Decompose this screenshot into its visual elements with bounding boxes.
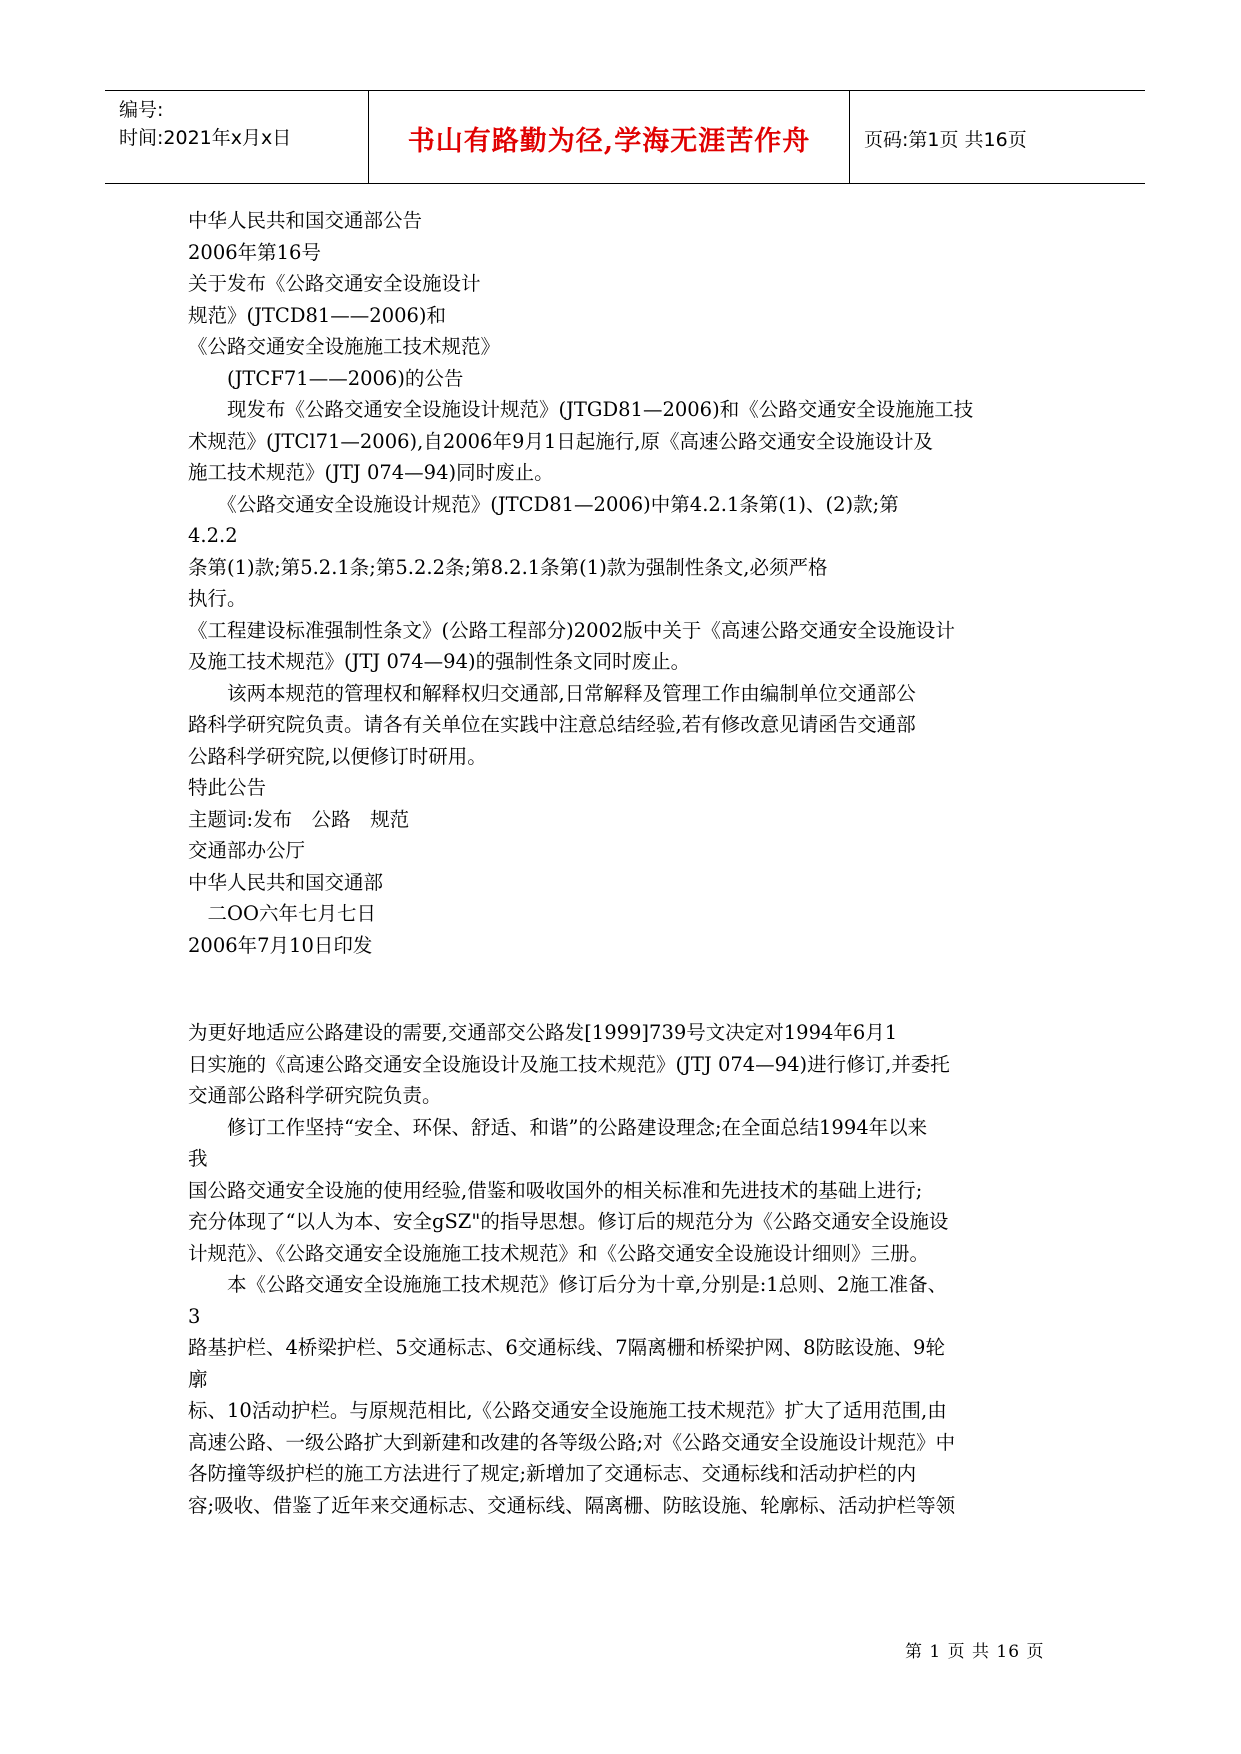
announcement-block <box>188 205 1068 961</box>
text-line: 规范》(JTCD81——2006)和 <box>188 303 447 327</box>
text-line: 特此公告 <box>188 776 267 799</box>
text-line: 该两本规范的管理权和解释权归交通部,日常解释及管理工作由编制单位交通部公 <box>188 681 916 705</box>
text-line: 中华人民共和国交通部 <box>188 870 384 894</box>
text-line: 高速公路、一级公路扩大到新建和改建的各等级公路;对《公路交通安全设施设计规范》中 <box>188 1430 956 1454</box>
document-number-label: 编号: <box>119 99 164 121</box>
text-line: 容;吸收、借鉴了近年来交通标志、交通标线、隔离栅、防眩设施、轮廓标、活动护栏等领 <box>188 1493 956 1517</box>
text-line: 计规范》、《公路交通安全设施施工技术规范》和《公路交通安全设施设计细则》三册。 <box>188 1241 930 1265</box>
text-line: 执行。 <box>188 587 247 610</box>
text-line: 关于发布《公路交通安全设施设计 <box>188 272 481 295</box>
text-line: 标、10活动护栏。与原规范相比,《公路交通安全设施施工技术规范》扩大了适用范围,由 <box>188 1399 947 1422</box>
text-line: 公路科学研究院,以便修订时研用。 <box>188 744 487 768</box>
text-line: 《公路交通安全设施设计规范》(JTCD81—2006)中第4.2.1条第(1)、(2)款;第 <box>188 492 899 516</box>
text-line: 主题词:发布 公路 规范 <box>188 807 410 831</box>
text-line: 2006年7月10日印发 <box>188 933 373 957</box>
text-line: 4.2.2 <box>188 524 238 547</box>
text-line: 及施工技术规范》(JTJ 074—94)的强制性条文同时废止。 <box>188 650 691 673</box>
text-line: 日实施的《高速公路交通安全设施设计及施工技术规范》(JTJ 074—94)进行修订,并委托 <box>188 1052 950 1076</box>
text-line: 条第(1)款;第5.2.1条;第5.2.2条;第8.2.1条第(1)款为强制性条文,必须严格 <box>188 555 828 579</box>
text-line: 术规范》(JTCl71—2006),自2006年9月1日起施行,原《高速公路交通安全设施设计及 <box>188 429 933 453</box>
document-time-label: 时间:2021年x月x日 <box>119 127 292 149</box>
page-header <box>105 90 1145 184</box>
text-line: 路基护栏、4桥梁护栏、5交通标志、6交通标线、7隔离栅和桥梁护网、8防眩设施、9轮 <box>188 1336 945 1359</box>
text-line: 交通部办公厅 <box>188 839 306 862</box>
text-line: (JTCF71——2006)的公告 <box>188 366 464 390</box>
text-line: 充分体现了“以人为本、安全gSZ"的指导思想。修订后的规范分为《公路交通安全设施设 <box>188 1210 949 1233</box>
section-gap <box>188 961 1068 1017</box>
text-line: 二OO六年七月七日 <box>188 902 376 925</box>
text-line: 本《公路交通安全设施施工技术规范》修订后分为十章,分别是:1总则、2施工准备、 <box>188 1273 948 1296</box>
text-line: 各防撞等级护栏的施工方法进行了规定;新增加了交通标志、交通标线和活动护栏的内 <box>188 1462 917 1485</box>
preface-block <box>188 1017 1068 1521</box>
header-meta-cell <box>105 91 369 183</box>
text-line: 路科学研究院负责。请各有关单位在实践中注意总结经验,若有修改意见请函告交通部 <box>188 713 916 736</box>
text-line: 《公路交通安全设施施工技术规范》 <box>188 335 501 358</box>
text-line: 现发布《公路交通安全设施设计规范》(JTGD81—2006)和《公路交通安全设施施工技 <box>188 398 974 421</box>
text-line: 为更好地适应公路建设的需要,交通部交公路发[1999]739号文决定对1994年6月1 <box>188 1021 898 1044</box>
header-page-info: 页码:第1页 共16页 <box>864 129 1027 151</box>
page-footer: 第 1 页 共 16 页 <box>905 1642 1045 1662</box>
header-motto-cell <box>369 91 850 183</box>
text-line: 交通部公路科学研究院负责。 <box>188 1084 442 1107</box>
text-line: 国公路交通安全设施的使用经验,借鉴和吸收国外的相关标准和先进技术的基础上进行; <box>188 1178 923 1202</box>
header-motto: 书山有路勤为径,学海无涯苦作舟 <box>407 126 811 157</box>
text-line: 3 <box>188 1304 201 1328</box>
text-line: 我 <box>188 1147 208 1170</box>
text-line: 廓 <box>188 1367 208 1391</box>
text-line: 修订工作坚持“安全、环保、舒适、和谐”的公路建设理念;在全面总结1994年以来 <box>188 1115 928 1139</box>
text-line: 《工程建设标准强制性条文》(公路工程部分)2002版中关于《高速公路交通安全设施设计 <box>188 618 955 642</box>
text-line: 中华人民共和国交通部公告 <box>188 209 423 232</box>
document-body <box>188 205 1068 1521</box>
header-page-cell <box>850 91 1145 183</box>
text-line: 2006年第16号 <box>188 240 321 264</box>
text-line: 施工技术规范》(JTJ 074—94)同时废止。 <box>188 461 554 484</box>
